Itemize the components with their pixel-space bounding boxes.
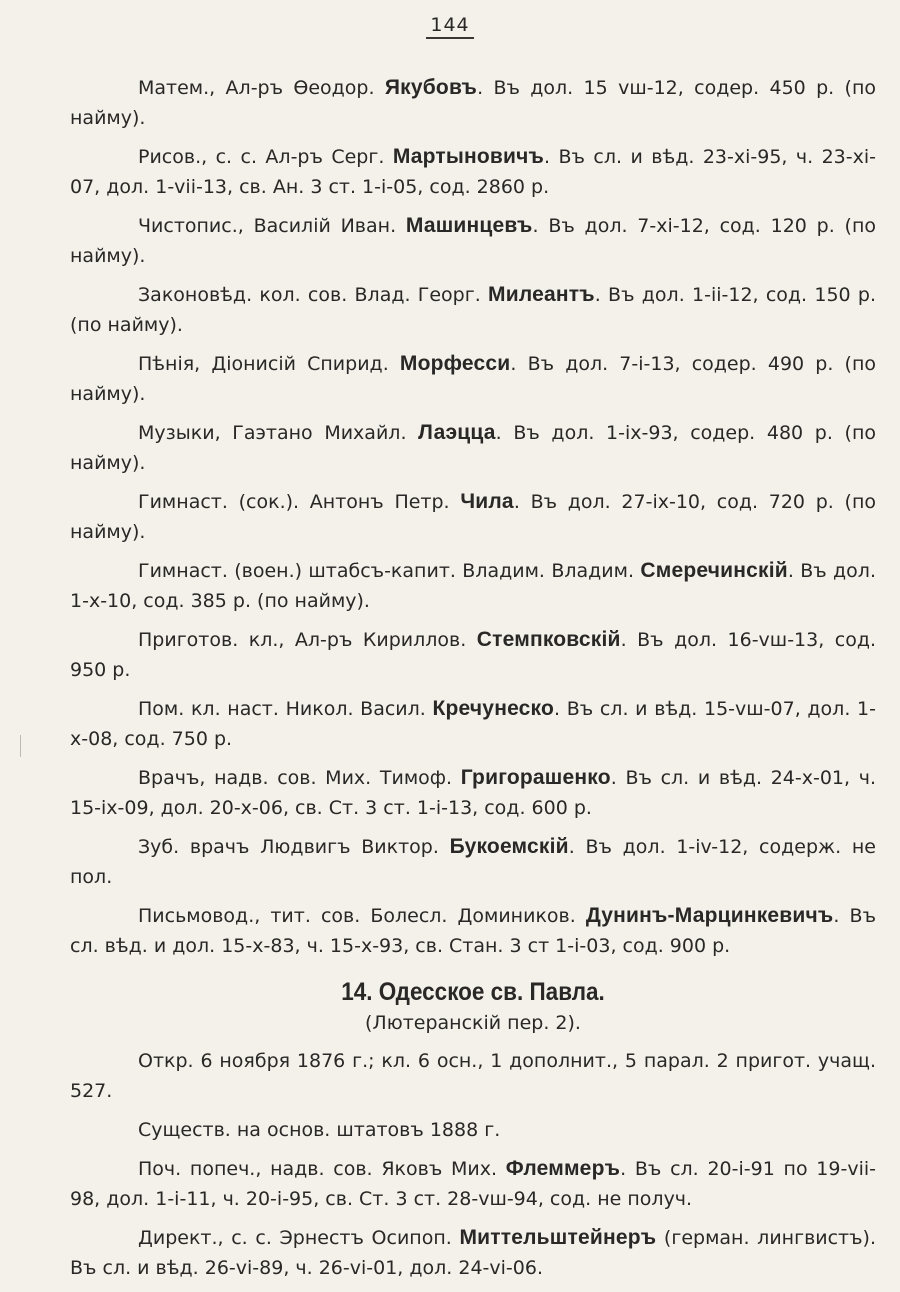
entry-text: Законовѣд. кол. сов. Влад. Георг. [138,284,489,306]
entry-text: Директ., с. с. Эрнестъ Осипоп. [138,1227,460,1249]
entry-text: Пѣнія, Діонисій Спирид. [138,353,400,375]
entry-details: . Въ дол. 1-iv-12, содерж. не пол. [70,836,876,888]
entry-details: . Въ дол. 16-vш-13, сод. 950 р. [70,629,876,681]
entry-surname: Якубовъ [384,76,478,99]
entry-paragraph [70,1154,876,1214]
entry-paragraph [70,487,876,547]
entry-surname: Флеммеръ [505,1157,621,1180]
entry-surname: Мартыновичъ [392,145,545,168]
entry-details: . Въ дол. 27-ix-10, сод. 720 р. (по найму). [70,491,877,543]
entry-text: Врачъ, надв. сов. Мих. Тимоф. [138,767,461,789]
entry-surname: Милеантъ [488,283,595,306]
entry-surname: Смеречинскій [640,559,788,582]
entries-top [70,73,876,961]
entry-paragraph [70,1115,876,1145]
entry-paragraph [70,901,876,961]
entry-paragraph [70,1046,876,1106]
entry-surname: Лаэцца [418,421,496,444]
entry-text: Гимнаст. (воен.) штабсъ-капит. Владим. Владим. [138,560,641,582]
entry-details: . Въ дол. 7-i-13, содер. 490 р. (по найму). [70,353,876,405]
entry-text: Приготов. кл., Ал-ръ Кириллов. [138,629,477,651]
entry-details: . Въ дол. 15 vш-12, содер. 450 р. (по найму). [70,77,877,129]
page-number [0,14,900,36]
entry-details: . Въ сл. и вѣд. 15-vш-07, дол. 1-x-08, сод. 750 р. [70,698,876,750]
entry-paragraph [70,73,876,133]
section-title: 14. Одесское св. Павла. [341,978,605,1006]
entry-surname: Чила [460,490,514,513]
entry-paragraph [70,694,876,754]
entry-text: Поч. попеч., надв. сов. Яковъ Мих. [138,1158,506,1180]
entries-bottom [70,1046,876,1283]
entry-surname: Стемпковскій [476,628,621,651]
entry-surname: Букоемскій [449,835,569,858]
entry-text: Откр. 6 ноября 1876 г.; кл. 6 осн., 1 дополнит., 5 парал. 2 пригот. учащ. 527. [70,1050,876,1102]
entry-surname: Дунинъ-Марцинкевичъ [585,904,834,927]
entry-paragraph [70,418,876,478]
entry-text: Музыки, Гаэтано Михайл. [138,422,419,444]
entry-surname: Григорашенко [460,766,611,789]
entry-paragraph [70,763,876,823]
entry-details: . Въ дол. 1-x-10, сод. 385 р. (по найму). [70,560,876,612]
entry-details: . Въ сл. и вѣд. 24-x-01, ч. 15-ix-09, дол. 20-x-06, св. Ст. 3 ст. 1-i-13, сод. 600 р. [70,767,876,819]
entry-text: Рисов., с. с. Ал-ръ Серг. [138,146,393,168]
margin-mark [20,735,21,757]
entry-paragraph [70,556,876,616]
entry-paragraph [70,142,876,202]
entry-surname: Машинцевъ [405,214,533,237]
entry-details: (герман. лингвистъ). Въ сл. и вѣд. 26-vi-89, ч. 26-vi-01, дол. 24-vi-06. [70,1227,877,1279]
entry-details: . Въ сл. 20-i-91 по 19-vii-98, дол. 1-i-11, ч. 20-i-95, св. Ст. 3 ст. 28-vш-94, сод. не получ. [70,1158,876,1210]
entry-text: Гимнаст. (сок.). Антонъ Петр. [138,491,461,513]
entry-details: . Въ сл. и вѣд. 23-xi-95, ч. 23-xi-07, дол. 1-vii-13, св. Ан. 3 ст. 1-i-05, сод. 2860 р. [70,146,876,198]
entry-details: . Въ дол. 7-xi-12, сод. 120 р. (по найму). [70,215,876,267]
page-content [70,73,876,1292]
entry-paragraph [70,625,876,685]
entry-text: Пом. кл. наст. Никол. Васил. [138,698,433,720]
entry-paragraph [70,280,876,340]
entry-details: . Въ дол. 1-ix-93, содер. 480 р. (по найму). [70,422,876,474]
entry-text: Зуб. врачъ Людвигъ Виктор. [138,836,450,858]
entry-paragraph [70,211,876,271]
entry-details: . Въ дол. 1-ii-12, сод. 150 р. (по найму). [70,284,876,336]
entry-text: Письмовод., тит. сов. Болесл. Домиников. [138,905,586,927]
entry-paragraph [70,1223,876,1283]
entry-surname: Кречунеско [432,697,555,720]
entry-text: Чистопис., Василій Иван. [138,215,406,237]
section-subtitle: (Лютеранскій пер. 2). [365,1012,581,1034]
page-number-text: 144 [426,14,473,39]
entry-surname: Миттельштейнеръ [459,1226,657,1249]
entry-paragraph [70,349,876,409]
entry-surname: Морфесси [399,352,511,375]
entry-text: Матем., Ал-ръ Өеодор. [138,77,385,99]
entry-details: . Въ сл. вѣд. и дол. 15-x-83, ч. 15-x-93, св. Стан. 3 ст 1-i-03, сод. 900 р. [70,905,876,957]
entry-paragraph [70,832,876,892]
entry-text: Существ. на основ. штатовъ 1888 г. [138,1119,501,1141]
